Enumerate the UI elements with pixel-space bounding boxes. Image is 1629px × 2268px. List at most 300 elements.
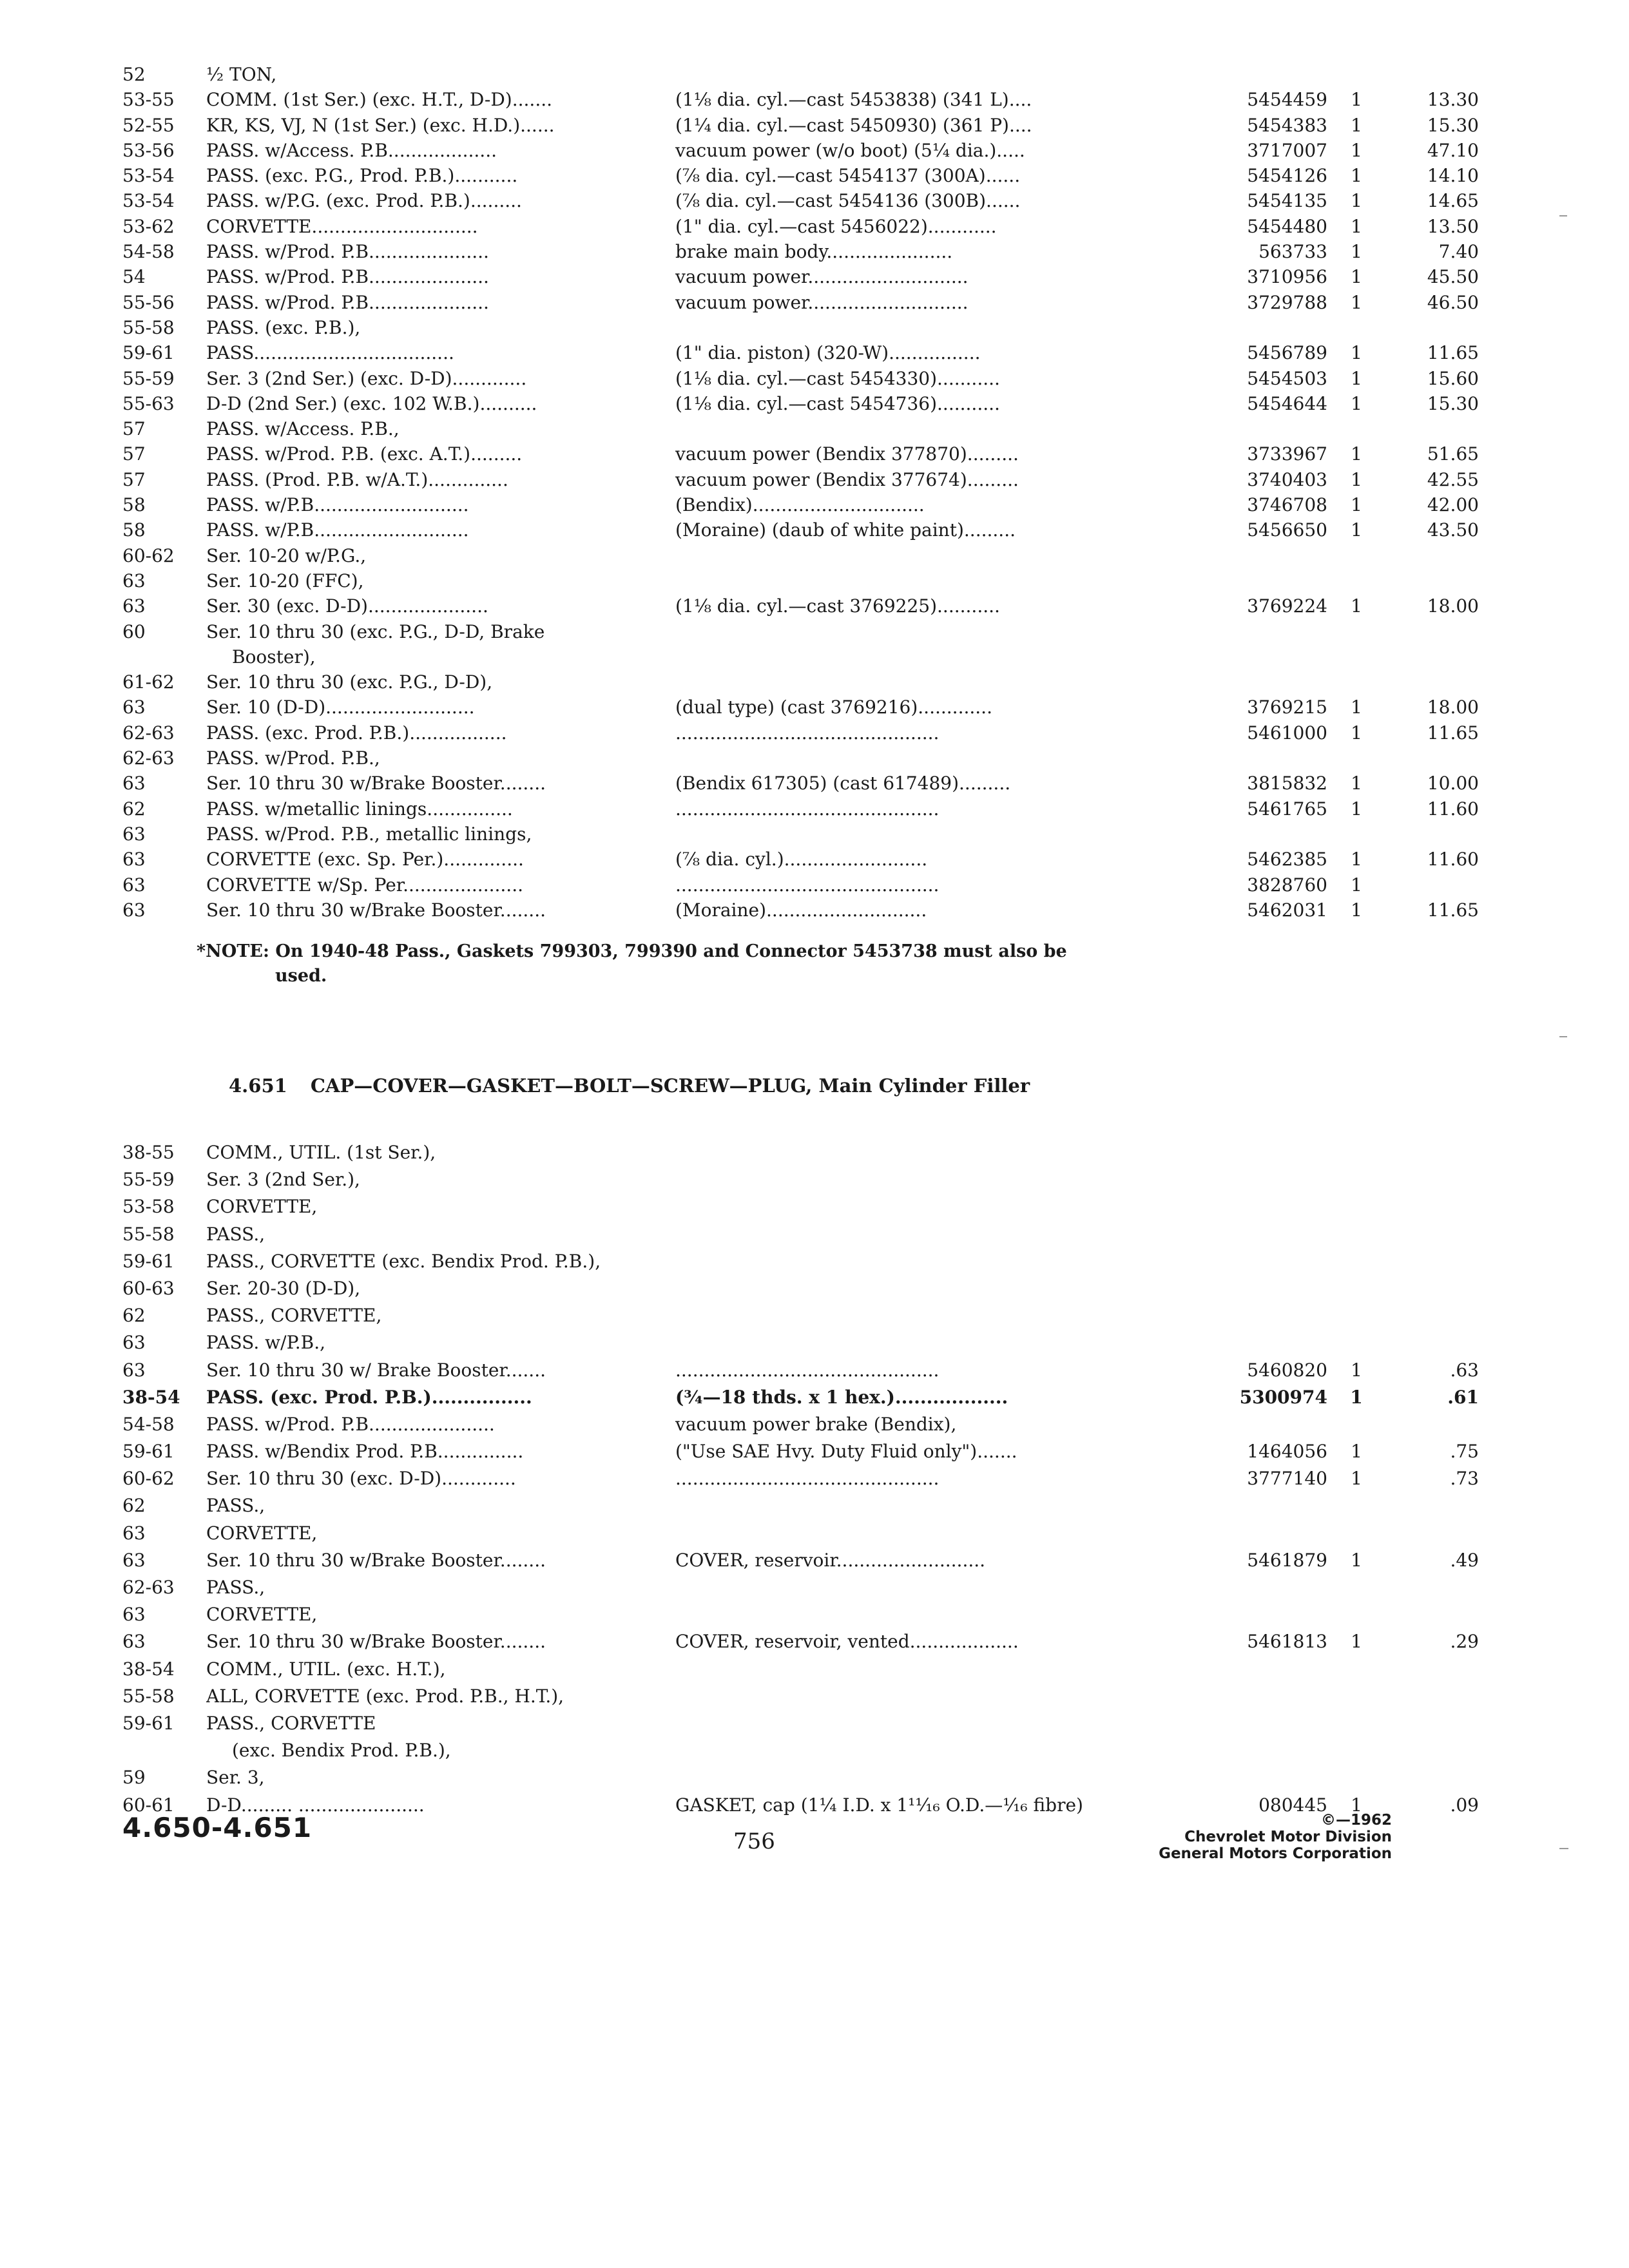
price: 15.60 — [1427, 367, 1479, 389]
part-number: 5456789 — [1247, 342, 1327, 364]
table-row — [122, 1683, 1347, 1710]
table-row — [122, 1166, 1347, 1193]
table-row — [122, 239, 1479, 264]
part-number: 5461000 — [1247, 722, 1327, 744]
year-range: 62-63 — [122, 722, 175, 744]
quantity: 1 — [1351, 443, 1362, 465]
application: CORVETTE, — [206, 1604, 318, 1626]
part-number: 563733 — [1258, 241, 1327, 263]
table-row — [122, 1302, 1347, 1329]
footnote-line-1: *NOTE: On 1940-48 Pass., Gaskets 799303, 799390 and Connector 5453738 must also be — [197, 941, 1067, 961]
quantity: 1 — [1351, 773, 1362, 794]
application: KR, KS, VJ, N (1st Ser.) (exc. H.D.)...... — [206, 114, 555, 136]
description: .............................................. — [675, 798, 940, 820]
scan-mark — [1559, 1036, 1567, 1037]
application: (exc. Bendix Prod. P.B.), — [232, 1740, 451, 1762]
quantity: 1 — [1351, 874, 1362, 896]
part-number: 3733967 — [1247, 443, 1327, 465]
description: (1⅛ dia. cyl.—cast 5454330)........... — [675, 367, 1000, 389]
table-row — [122, 467, 1479, 492]
part-number: 3777140 — [1247, 1468, 1327, 1490]
quantity: 1 — [1351, 1441, 1362, 1463]
application: PASS. w/Access. P.B................... — [206, 139, 497, 161]
application: PASS. w/Prod. P.B. (exc. A.T.)......... — [206, 443, 523, 465]
application: Ser. 10 thru 30 w/ Brake Booster....... — [206, 1359, 546, 1381]
year-range: 38-55 — [122, 1142, 175, 1163]
table-row — [122, 669, 1347, 695]
year-range: 53-55 — [122, 89, 175, 111]
part-number: 5461879 — [1247, 1549, 1327, 1571]
publisher-division: Chevrolet Motor Division — [1184, 1829, 1392, 1845]
description: (⅞ dia. cyl.)......................... — [675, 849, 928, 870]
application: Ser. 10-20 w/P.G., — [206, 544, 367, 566]
table-row — [122, 163, 1479, 188]
year-range: 63 — [122, 595, 146, 617]
quantity: 1 — [1351, 241, 1362, 263]
publisher-corporation: General Motors Corporation — [1159, 1845, 1392, 1862]
price: 13.50 — [1427, 215, 1479, 237]
year-range: 55-58 — [122, 316, 175, 338]
table-row — [122, 796, 1479, 822]
price: 14.10 — [1427, 165, 1479, 187]
description: COVER, reservoir, vented................... — [675, 1631, 1019, 1653]
year-range: 57 — [122, 443, 146, 465]
year-range: 55-56 — [122, 291, 175, 313]
year-range: 53-56 — [122, 139, 175, 161]
year-range: 59-61 — [122, 342, 175, 364]
part-number: 5462031 — [1247, 899, 1327, 921]
application: PASS. w/Prod. P.B..................... — [206, 291, 489, 313]
year-range: 59-61 — [122, 1712, 175, 1734]
table-row — [122, 872, 1362, 898]
part-number: 5456650 — [1247, 519, 1327, 541]
description: (Moraine)............................ — [675, 899, 927, 921]
table-row — [122, 492, 1479, 517]
table-row — [122, 138, 1479, 163]
price: 18.00 — [1427, 595, 1479, 617]
part-number: 3710956 — [1247, 266, 1327, 288]
price: 42.00 — [1427, 494, 1479, 516]
year-range: 63 — [122, 1332, 146, 1354]
year-range: 63 — [122, 1522, 146, 1544]
application: PASS. w/Prod. P.B..................... — [206, 266, 489, 288]
part-number: 5454135 — [1247, 190, 1327, 212]
table-row — [122, 416, 1347, 441]
parts-table-4-650 — [122, 62, 1479, 923]
application: PASS., — [206, 1495, 265, 1517]
application: COMM., UTIL. (exc. H.T.), — [206, 1658, 446, 1680]
application: Ser. 30 (exc. D-D)..................... — [206, 595, 488, 617]
price: 11.65 — [1427, 342, 1479, 364]
quantity: 1 — [1351, 89, 1362, 111]
year-range: 60-61 — [122, 1794, 175, 1816]
parts-table-4-651 — [122, 1139, 1479, 1819]
application: Ser. 10 thru 30 w/Brake Booster........ — [206, 1631, 546, 1653]
table-row — [122, 1384, 1479, 1411]
table-row — [122, 720, 1479, 745]
year-range: 55-58 — [122, 1223, 175, 1245]
scan-mark — [1559, 1848, 1568, 1849]
description: .............................................. — [675, 1359, 940, 1381]
application: Booster), — [232, 646, 316, 668]
description: (¾—18 thds. x 1 hex.).................. — [675, 1386, 1008, 1408]
price: 7.40 — [1438, 241, 1479, 263]
table-row — [122, 62, 1347, 87]
year-range: 52-55 — [122, 114, 175, 136]
year-range: 60-62 — [122, 1468, 175, 1490]
description: vacuum power (w/o boot) (5¼ dia.)..... — [675, 139, 1025, 161]
price: .29 — [1450, 1631, 1479, 1653]
table-row — [122, 1601, 1347, 1628]
description: (Bendix 617305) (cast 617489)......... — [675, 773, 1011, 794]
application: PASS. w/Bendix Prod. P.B............... — [206, 1441, 524, 1463]
section-number: 4.651 — [229, 1075, 287, 1097]
price: 42.55 — [1427, 468, 1479, 490]
year-range: 54-58 — [122, 1413, 175, 1435]
year-range: 60-62 — [122, 544, 175, 566]
section-title: CAP—COVER—GASKET—BOLT—SCREW—PLUG, Main Cylinder Filler — [310, 1075, 1030, 1097]
table-row — [122, 1764, 1347, 1791]
description: vacuum power brake (Bendix), — [675, 1413, 957, 1435]
table-row — [122, 188, 1479, 213]
year-range: 38-54 — [122, 1386, 180, 1408]
table-row — [122, 87, 1479, 112]
year-range: 62-63 — [122, 1577, 175, 1598]
quantity: 1 — [1351, 1359, 1362, 1381]
table-row — [122, 1628, 1479, 1655]
price: 10.00 — [1427, 773, 1479, 794]
quantity: 1 — [1351, 494, 1362, 516]
price: 43.50 — [1427, 519, 1479, 541]
application: PASS. (exc. Prod. P.B.)................. — [206, 722, 507, 744]
quantity: 1 — [1351, 291, 1362, 313]
description: .............................................. — [675, 1468, 940, 1490]
price: .49 — [1450, 1549, 1479, 1571]
table-row — [122, 1329, 1347, 1356]
quantity: 1 — [1351, 190, 1362, 212]
year-range: 60 — [122, 620, 146, 642]
part-number: 5461765 — [1247, 798, 1327, 820]
application: PASS. w/P.B........................... — [206, 494, 469, 516]
application: CORVETTE w/Sp. Per..................... — [206, 874, 524, 896]
table-row — [122, 847, 1479, 872]
year-range: 60-63 — [122, 1277, 175, 1299]
description: (Bendix).............................. — [675, 494, 925, 516]
year-range: 63 — [122, 697, 146, 718]
application: Ser. 10 thru 30 w/Brake Booster........ — [206, 773, 546, 794]
table-row — [122, 543, 1347, 568]
part-number: 5460820 — [1247, 1359, 1327, 1381]
application: Ser. 3 (2nd Ser.), — [206, 1169, 360, 1191]
description: (⅞ dia. cyl.—cast 5454136 (300B)...... — [675, 190, 1021, 212]
application: PASS. w/Prod. P.B...................... — [206, 1413, 495, 1435]
table-row — [122, 441, 1479, 466]
application: D-D......... ...................... — [206, 1794, 425, 1816]
table-row — [122, 745, 1347, 771]
year-range: 53-62 — [122, 215, 175, 237]
year-range: 38-54 — [122, 1658, 175, 1680]
table-row — [122, 391, 1479, 416]
part-number: 5454503 — [1247, 367, 1327, 389]
quantity: 1 — [1351, 899, 1362, 921]
table-row — [122, 1357, 1479, 1384]
application: CORVETTE............................. — [206, 215, 478, 237]
table-row — [122, 898, 1479, 923]
application: Ser. 10 (D-D).......................... — [206, 697, 475, 718]
quantity: 1 — [1351, 849, 1362, 870]
application: PASS. (exc. Prod. P.B.)................ — [206, 1386, 532, 1408]
quantity: 1 — [1351, 1794, 1362, 1816]
part-number: 5454126 — [1247, 165, 1327, 187]
description: (1⅛ dia. cyl.—cast 5453838) (341 L).... — [675, 89, 1032, 111]
part-number: 5454480 — [1247, 215, 1327, 237]
year-range: 63 — [122, 570, 146, 591]
quantity: 1 — [1351, 392, 1362, 414]
price: 11.65 — [1427, 899, 1479, 921]
year-range: 63 — [122, 1631, 146, 1653]
year-range: 53-54 — [122, 165, 175, 187]
year-range: 62 — [122, 798, 146, 820]
year-range: 63 — [122, 823, 146, 845]
description: (1" dia. cyl.—cast 5456022)............ — [675, 215, 997, 237]
description: vacuum power............................ — [675, 291, 969, 313]
application: PASS. w/Prod. P.B., — [206, 747, 380, 769]
price: 13.30 — [1427, 89, 1479, 111]
description: .............................................. — [675, 722, 940, 744]
quantity: 1 — [1351, 114, 1362, 136]
price: .63 — [1450, 1359, 1479, 1381]
year-range: 63 — [122, 849, 146, 870]
copyright-year: ©—1962 — [1320, 1812, 1392, 1829]
price: .75 — [1450, 1441, 1479, 1463]
description: (1⅛ dia. cyl.—cast 5454736)........... — [675, 392, 1000, 414]
year-range: 55-58 — [122, 1685, 175, 1707]
description: .............................................. — [675, 874, 940, 896]
description: (1" dia. piston) (320-W)................ — [675, 342, 981, 364]
quantity: 1 — [1351, 697, 1362, 718]
year-range: 55-63 — [122, 392, 175, 414]
footer-section-code: 4.650-4.651 — [122, 1812, 313, 1843]
application: PASS., CORVETTE (exc. Bendix Prod. P.B.), — [206, 1250, 601, 1272]
price: 46.50 — [1427, 291, 1479, 313]
year-range: 63 — [122, 899, 146, 921]
application: Ser. 10 thru 30 (exc. P.G., D-D, Brake — [206, 620, 545, 642]
year-range: 52 — [122, 64, 146, 85]
part-number: 5454383 — [1247, 114, 1327, 136]
part-number: 1464056 — [1247, 1441, 1327, 1463]
part-number: 5454644 — [1247, 392, 1327, 414]
description: ("Use SAE Hvy. Duty Fluid only")....... — [675, 1441, 1017, 1463]
table-row — [122, 619, 1347, 644]
table-row — [122, 1737, 1347, 1764]
application: ALL, CORVETTE (exc. Prod. P.B., H.T.), — [206, 1685, 564, 1707]
application: PASS. w/Prod. P.B..................... — [206, 241, 489, 263]
quantity: 1 — [1351, 468, 1362, 490]
description: vacuum power............................ — [675, 266, 969, 288]
application: COMM., UTIL. (1st Ser.), — [206, 1142, 436, 1163]
price: .61 — [1447, 1386, 1479, 1408]
year-range: 63 — [122, 874, 146, 896]
description: (1¼ dia. cyl.—cast 5450930) (361 P).... — [675, 114, 1032, 136]
application: PASS. w/Prod. P.B., metallic linings, — [206, 823, 532, 845]
description: brake main body...................... — [675, 241, 953, 263]
quantity: 1 — [1350, 1386, 1363, 1408]
application: CORVETTE, — [206, 1522, 318, 1544]
price: 15.30 — [1427, 114, 1479, 136]
application: Ser. 20-30 (D-D), — [206, 1277, 361, 1299]
application: PASS. w/P.G. (exc. Prod. P.B.)......... — [206, 190, 522, 212]
quantity: 1 — [1351, 595, 1362, 617]
table-row — [122, 1547, 1479, 1574]
part-number: 3717007 — [1247, 139, 1327, 161]
year-range: 57 — [122, 418, 146, 440]
application: PASS. w/Access. P.B., — [206, 418, 400, 440]
application: PASS., CORVETTE — [206, 1712, 376, 1734]
year-range: 59-61 — [122, 1441, 175, 1463]
quantity: 1 — [1351, 165, 1362, 187]
year-range: 61-62 — [122, 671, 175, 693]
part-number: 3746708 — [1247, 494, 1327, 516]
table-row — [122, 1221, 1347, 1248]
table-row — [122, 644, 1347, 669]
footnote — [197, 939, 1099, 988]
description: vacuum power (Bendix 377870)......... — [675, 443, 1019, 465]
part-number: 5461813 — [1247, 1631, 1327, 1653]
quantity: 1 — [1351, 139, 1362, 161]
table-row — [122, 822, 1347, 847]
table-row — [122, 1438, 1479, 1465]
section-heading — [229, 1075, 1030, 1097]
quantity: 1 — [1351, 215, 1362, 237]
price: 47.10 — [1427, 139, 1479, 161]
part-number: 3769224 — [1247, 595, 1327, 617]
footnote-line-2: used. — [275, 966, 327, 986]
price: .09 — [1450, 1794, 1479, 1816]
application: PASS., — [206, 1577, 265, 1598]
year-range: 63 — [122, 773, 146, 794]
application: PASS. (exc. P.B.), — [206, 316, 361, 338]
year-range: 63 — [122, 1549, 146, 1571]
table-row — [122, 1656, 1347, 1683]
application: PASS. (exc. P.G., Prod. P.B.)........... — [206, 165, 518, 187]
part-number: 3828760 — [1247, 874, 1327, 896]
application: PASS., CORVETTE, — [206, 1305, 382, 1327]
application: CORVETTE (exc. Sp. Per.).............. — [206, 849, 524, 870]
part-number: 5462385 — [1247, 849, 1327, 870]
table-row — [122, 290, 1479, 315]
year-range: 54 — [122, 266, 146, 288]
scan-mark — [1559, 215, 1567, 216]
year-range: 53-54 — [122, 190, 175, 212]
table-row — [122, 1139, 1347, 1166]
price: 15.30 — [1427, 392, 1479, 414]
description: (dual type) (cast 3769216)............. — [675, 697, 992, 718]
application: CORVETTE, — [206, 1196, 318, 1218]
price: 18.00 — [1427, 697, 1479, 718]
price: 51.65 — [1427, 443, 1479, 465]
application: PASS., — [206, 1223, 265, 1245]
table-row — [122, 1193, 1347, 1220]
part-number: 080445 — [1258, 1794, 1327, 1816]
table-row — [122, 568, 1347, 593]
part-number: 3815832 — [1247, 773, 1327, 794]
table-row — [122, 1465, 1479, 1492]
application: PASS. w/metallic linings............... — [206, 798, 513, 820]
application: D-D (2nd Ser.) (exc. 102 W.B.).......... — [206, 392, 537, 414]
year-range: 62 — [122, 1495, 146, 1517]
part-number: 5300974 — [1239, 1386, 1327, 1408]
table-row — [122, 593, 1479, 619]
quantity: 1 — [1351, 1549, 1362, 1571]
table-row — [122, 264, 1479, 289]
quantity: 1 — [1351, 1631, 1362, 1653]
application: PASS................................... — [206, 342, 454, 364]
price: 14.65 — [1427, 190, 1479, 212]
price: .73 — [1450, 1468, 1479, 1490]
year-range: 54-58 — [122, 241, 175, 263]
application: PASS. w/P.B........................... — [206, 519, 469, 541]
year-range: 62-63 — [122, 747, 175, 769]
description: COVER, reservoir.......................... — [675, 1549, 986, 1571]
description: (⅞ dia. cyl.—cast 5454137 (300A)...... — [675, 165, 1021, 187]
price: 11.60 — [1427, 849, 1479, 870]
table-row — [122, 1574, 1347, 1601]
part-number: 5454459 — [1247, 89, 1327, 111]
part-number: 3740403 — [1247, 468, 1327, 490]
table-row — [122, 1520, 1347, 1547]
quantity: 1 — [1351, 342, 1362, 364]
application: Ser. 10 thru 30 (exc. D-D)............. — [206, 1468, 516, 1490]
application: Ser. 10 thru 30 w/Brake Booster........ — [206, 1549, 546, 1571]
application: COMM. (1st Ser.) (exc. H.T., D-D)....... — [206, 89, 553, 111]
application: Ser. 10-20 (FFC), — [206, 570, 364, 591]
year-range: 62 — [122, 1305, 146, 1327]
quantity: 1 — [1351, 519, 1362, 541]
year-range: 63 — [122, 1359, 146, 1381]
part-number: 3769215 — [1247, 697, 1327, 718]
year-range: 58 — [122, 494, 146, 516]
application: Ser. 3 (2nd Ser.) (exc. D-D)............. — [206, 367, 527, 389]
quantity: 1 — [1351, 722, 1362, 744]
year-range: 55-59 — [122, 1169, 175, 1191]
table-row — [122, 771, 1479, 796]
quantity: 1 — [1351, 798, 1362, 820]
application: ½ TON, — [206, 64, 277, 85]
description: (1⅛ dia. cyl.—cast 3769225)........... — [675, 595, 1000, 617]
table-row — [122, 214, 1479, 239]
price: 11.65 — [1427, 722, 1479, 744]
table-row — [122, 113, 1479, 138]
table-row — [122, 315, 1347, 340]
year-range: 59 — [122, 1767, 146, 1789]
table-row — [122, 1710, 1347, 1737]
application: PASS. w/P.B., — [206, 1332, 326, 1354]
application: Ser. 10 thru 30 w/Brake Booster........ — [206, 899, 546, 921]
table-row — [122, 695, 1479, 720]
page-number: 756 — [733, 1829, 775, 1854]
description: vacuum power (Bendix 377674)......... — [675, 468, 1019, 490]
part-number: 3729788 — [1247, 291, 1327, 313]
application: Ser. 3, — [206, 1767, 265, 1789]
price: 45.50 — [1427, 266, 1479, 288]
year-range: 58 — [122, 519, 146, 541]
year-range: 55-59 — [122, 367, 175, 389]
copyright-block — [1070, 1812, 1392, 1862]
year-range: 53-58 — [122, 1196, 175, 1218]
quantity: 1 — [1351, 367, 1362, 389]
table-row — [122, 1275, 1347, 1302]
table-row — [122, 1248, 1347, 1275]
